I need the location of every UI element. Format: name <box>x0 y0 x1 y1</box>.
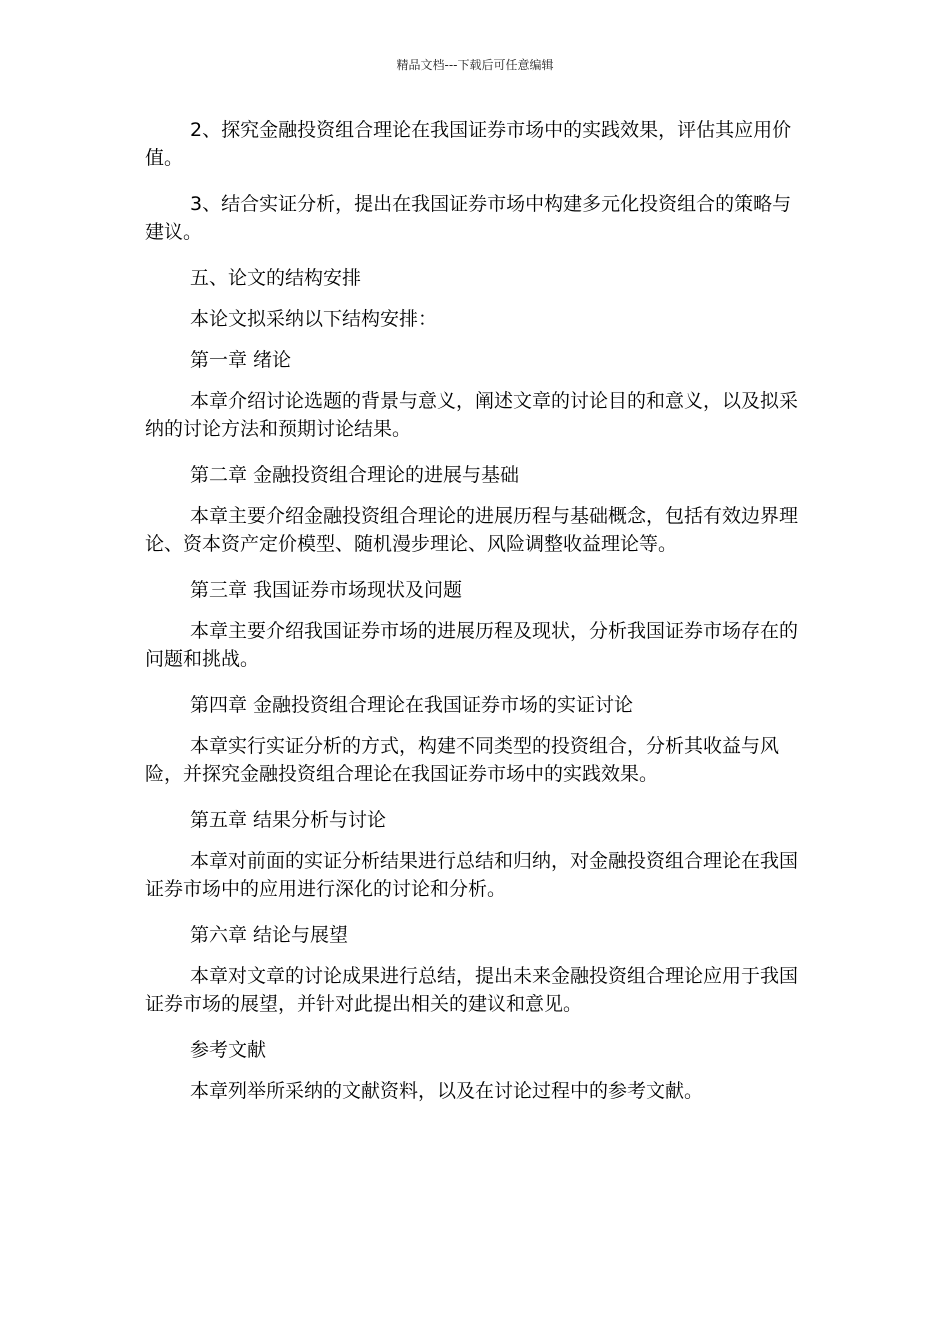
chapter-6-title: 第六章 结论与展望 <box>190 924 349 946</box>
chapter-5-description: 本章对前面的实证分析结果进行总结和归纳，对金融投资组合理论在我国证券市场中的应用进行深化的讨论和分析。 <box>145 850 799 900</box>
chapter-3-title: 第三章 我国证券市场现状及问题 <box>190 579 463 601</box>
chapter-1-description: 本章介绍讨论选题的背景与意义，阐述文章的讨论目的和意义，以及拟采纳的讨论方法和预期讨论结果。 <box>145 390 799 440</box>
paragraph-objective-3: 3、结合实证分析，提出在我国证券市场中构建多元化投资组合的策略与建议。 <box>145 193 792 243</box>
structure-intro: 本论文拟采纳以下结构安排： <box>190 308 438 330</box>
chapter-1-title: 第一章 绪论 <box>190 349 292 371</box>
chapter-6-description: 本章对文章的讨论成果进行总结，提出未来金融投资组合理论应用于我国证券市场的展望，并针对此提出相关的建议和意见。 <box>145 965 799 1015</box>
section-heading-structure: 五、论文的结构安排 <box>190 267 362 289</box>
chapter-2-title: 第二章 金融投资组合理论的进展与基础 <box>190 464 520 486</box>
chapter-3-description: 本章主要介绍我国证券市场的进展历程及现状，分析我国证券市场存在的问题和挑战。 <box>145 620 799 670</box>
references-title: 参考文献 <box>190 1039 267 1061</box>
document-body <box>145 116 810 1123</box>
chapter-4-title: 第四章 金融投资组合理论在我国证券市场的实证讨论 <box>190 694 634 716</box>
chapter-2-description: 本章主要介绍金融投资组合理论的进展历程与基础概念，包括有效边界理论、资本资产定价模型、随机漫步理论、风险调整收益理论等。 <box>145 505 799 555</box>
page-header: 精品文档---下载后可任意编辑 <box>396 58 554 72</box>
paragraph-objective-2: 2、探究金融投资组合理论在我国证券市场中的实践效果，评估其应用价值。 <box>145 119 792 169</box>
chapter-4-description: 本章实行实证分析的方式，构建不同类型的投资组合，分析其收益与风险，并探究金融投资组合理论在我国证券市场中的实践效果。 <box>145 735 780 785</box>
references-description: 本章列举所采纳的文献资料，以及在讨论过程中的参考文献。 <box>190 1080 704 1102</box>
chapter-5-title: 第五章 结果分析与讨论 <box>190 809 387 831</box>
